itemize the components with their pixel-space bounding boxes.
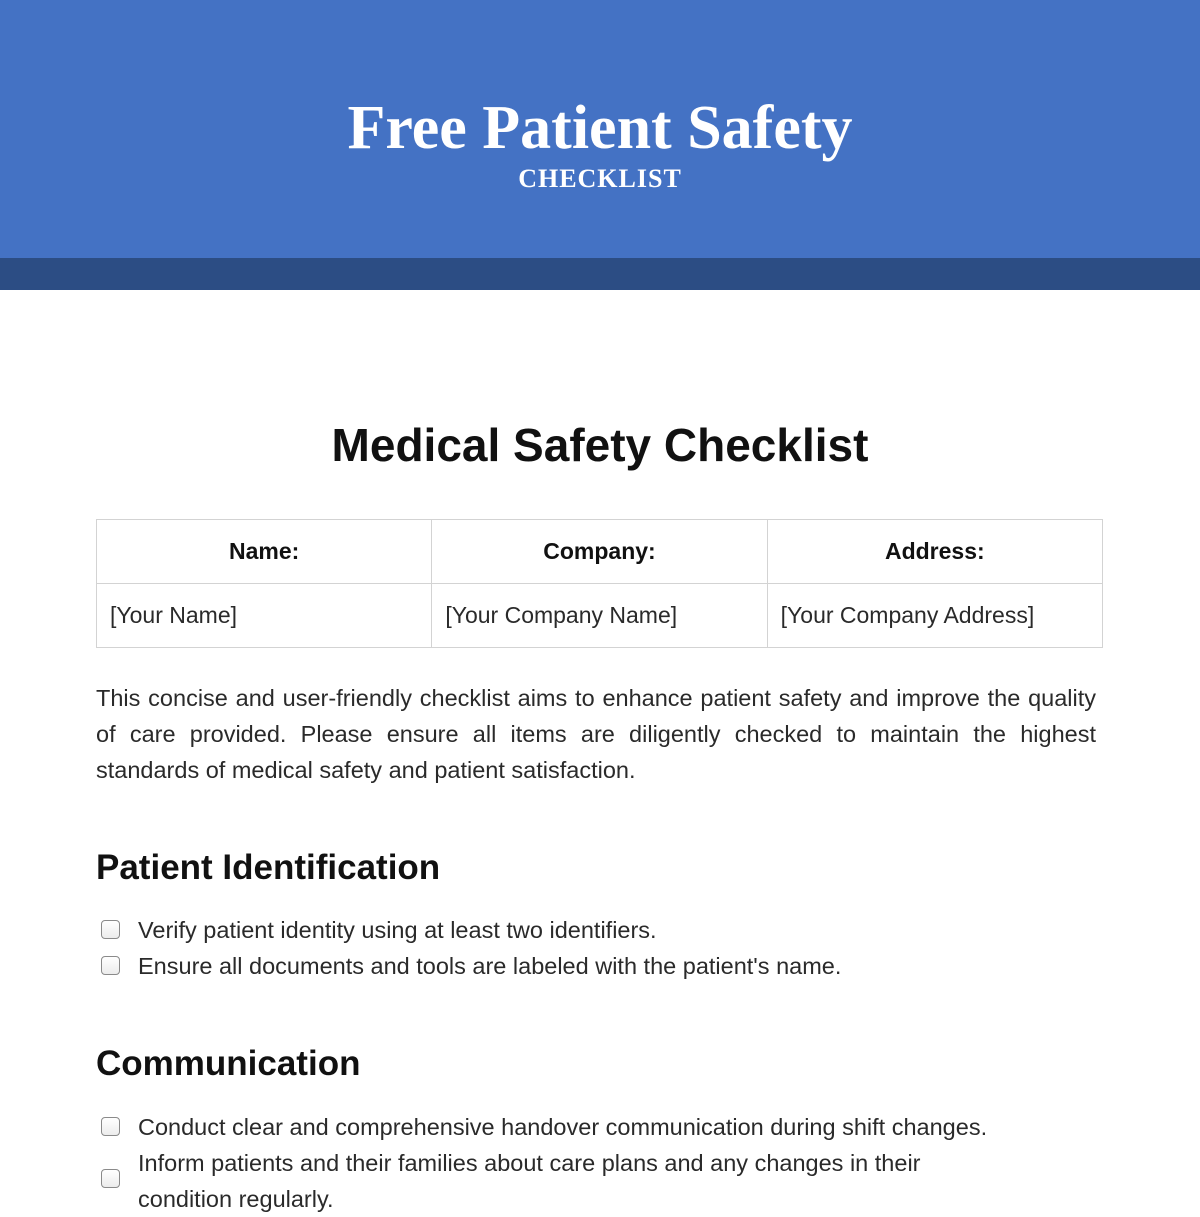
info-value-company[interactable]: [Your Company Name] (432, 584, 767, 648)
checklist-item (101, 1109, 1101, 1145)
checklist-item-text: Ensure all documents and tools are labeled with the patient's name. (138, 953, 842, 979)
info-value-name[interactable]: [Your Name] (97, 584, 432, 648)
checklist-item (101, 1145, 1101, 1217)
checklist-item-text: Conduct clear and comprehensive handover communication during shift changes. (138, 1114, 988, 1140)
info-header-company: Company: (432, 520, 767, 584)
checklist-item (101, 912, 1101, 948)
info-table-value-row (97, 584, 1103, 648)
info-header-address: Address: (767, 520, 1102, 584)
checklist-item-text: Verify patient identity using at least two identifiers. (138, 917, 657, 943)
checklist-item (101, 948, 1101, 984)
banner-title: Free Patient Safety (347, 94, 853, 162)
banner-subtitle: CHECKLIST (518, 164, 682, 193)
section-heading-patient-identification: Patient Identification (96, 848, 441, 887)
header-banner-strip (0, 258, 1200, 290)
document-title: Medical Safety Checklist (331, 419, 869, 471)
info-table (96, 519, 1103, 648)
info-header-name: Name: (97, 520, 432, 584)
checkbox[interactable] (101, 920, 120, 939)
info-table-header-row (97, 520, 1103, 584)
intro-paragraph: This concise and user-friendly checklist aims to enhance patient safety and improve the quality of care provided. Please ensure all items are diligently checked to maintain the highest standards of medical safety and patient satisfaction. (96, 685, 1096, 783)
info-value-address[interactable]: [Your Company Address] (767, 584, 1102, 648)
checkbox[interactable] (101, 1117, 120, 1136)
checkbox[interactable] (101, 956, 120, 975)
section-heading-communication: Communication (96, 1044, 361, 1083)
checkbox[interactable] (101, 1169, 120, 1188)
checklist-item-text: Inform patients and their families about care plans and any changes in their condition regularly. (138, 1150, 921, 1212)
